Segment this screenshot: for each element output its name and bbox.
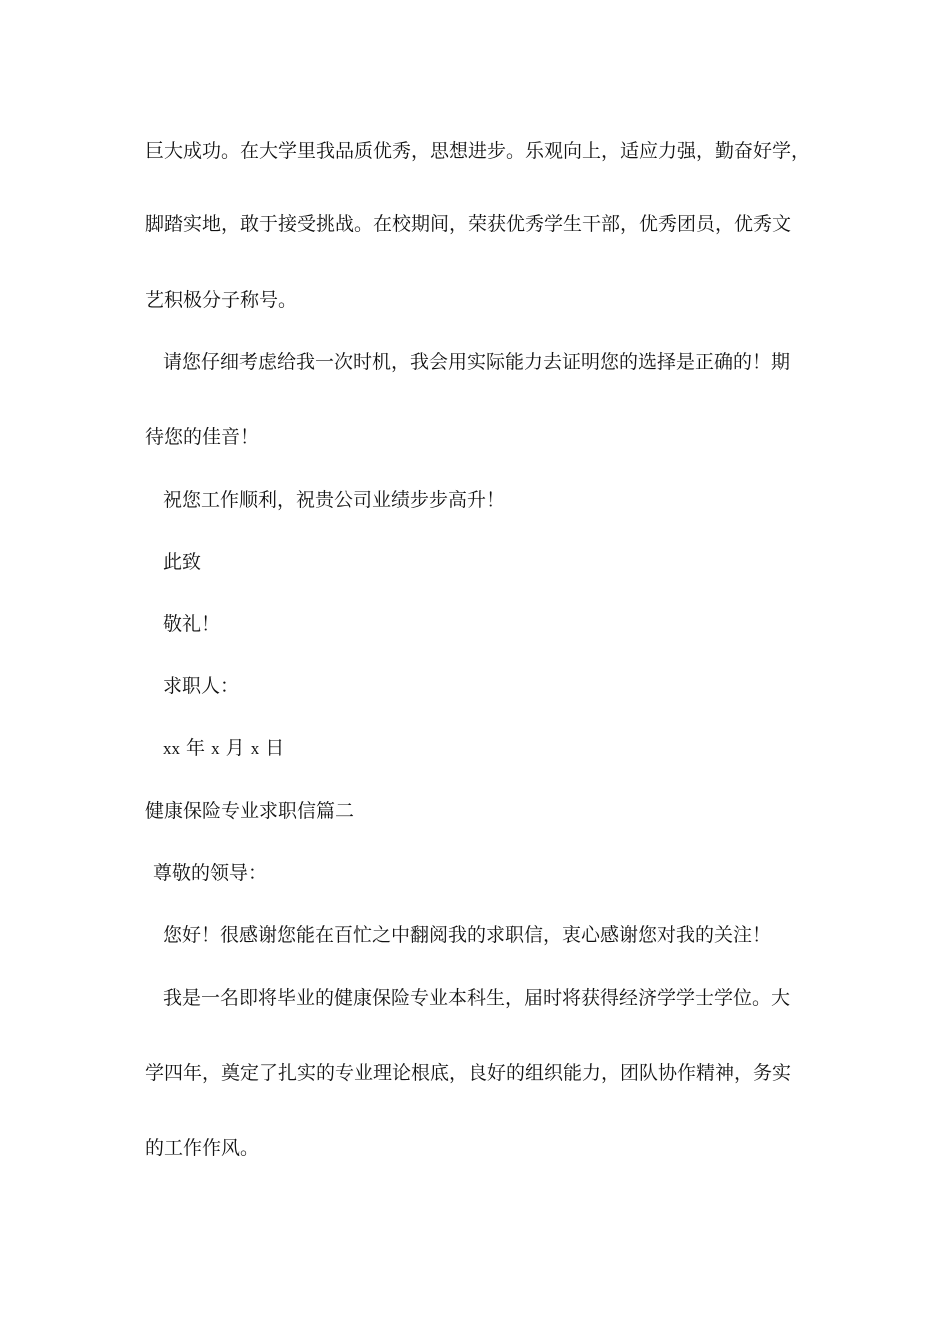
date-day-value: x (250, 739, 260, 758)
date-month-value: x (211, 739, 220, 758)
body-line-1: 您好！很感谢您能在百忙之中翻阅我的求职信，衷心感谢您对我的关注！ (163, 924, 772, 946)
paragraph-line-1: 巨大成功。在大学里我品质优秀，思想进步。乐观向上，适应力强，勤奋好学， (145, 140, 811, 162)
section-title: 健康保险专业求职信篇二 (145, 800, 355, 822)
paragraph-line-2: 脚踏实地，敢于接受挑战。在校期间，荣获优秀学生干部，优秀团员，优秀文 (145, 213, 792, 235)
date-year-unit: 年 (186, 737, 206, 759)
paragraph-line-5: 待您的佳音！ (145, 426, 260, 448)
body-line-3: 学四年，奠定了扎实的专业理论根底，良好的组织能力，团队协作精神，务实 (145, 1062, 792, 1084)
closing-wish: 祝您工作顺利，祝贵公司业绩步步高升！ (163, 489, 506, 511)
paragraph-line-4: 请您仔细考虑给我一次时机，我会用实际能力去证明您的选择是正确的！期 (163, 351, 791, 373)
salutation: 尊敬的领导： (153, 862, 268, 884)
date-day-unit: 日 (265, 737, 285, 759)
body-line-4: 的工作作风。 (145, 1137, 260, 1159)
closing-cizhi: 此致 (163, 551, 202, 573)
applicant-label: 求职人： (163, 675, 240, 697)
date-line (163, 736, 284, 761)
closing-jingli: 敬礼！ (163, 613, 221, 635)
date-year-value: xx (163, 739, 180, 758)
body-line-2: 我是一名即将毕业的健康保险专业本科生，届时将获得经济学学士学位。大 (163, 987, 791, 1009)
date-month-unit: 月 (225, 737, 245, 759)
paragraph-line-3: 艺积极分子称号。 (145, 289, 298, 311)
